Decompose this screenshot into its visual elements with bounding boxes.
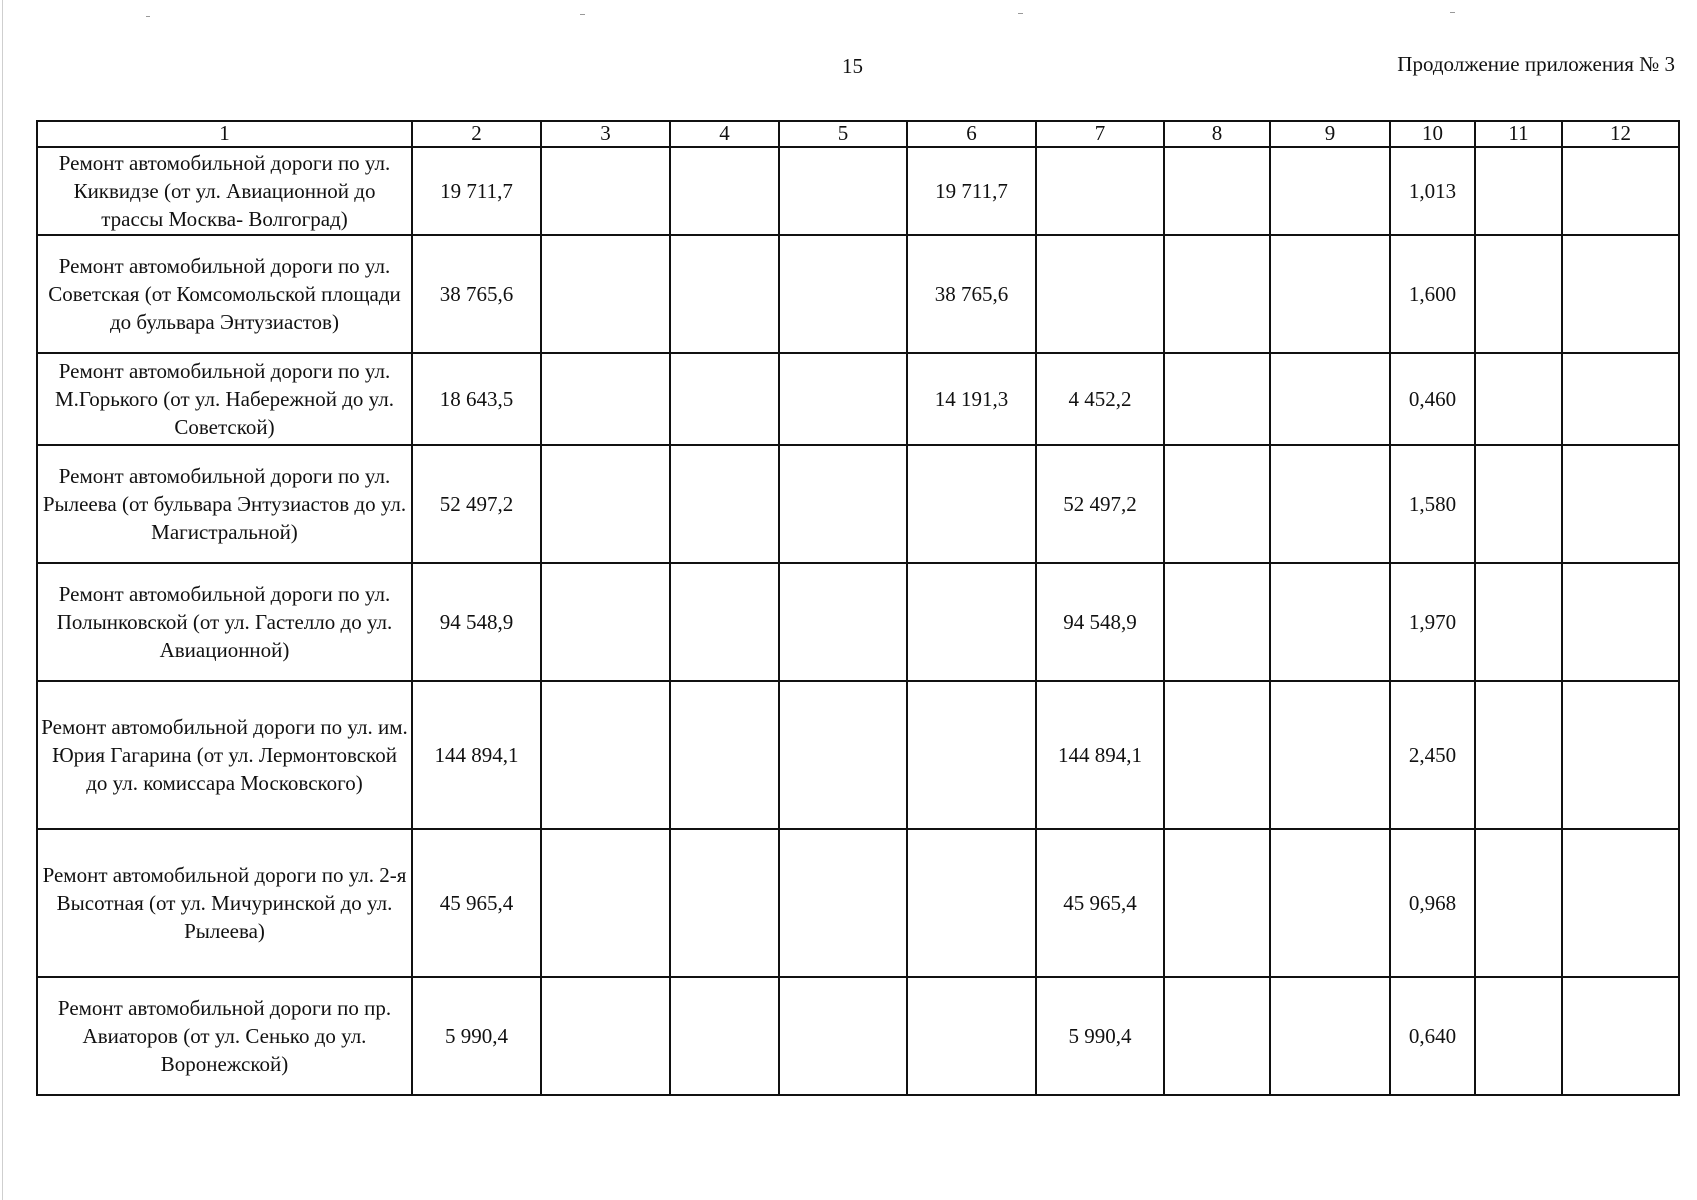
scan-speck: [146, 16, 150, 17]
cell-col3: [541, 563, 670, 681]
cell-col3: [541, 147, 670, 235]
scan-edge: [2, 0, 3, 1200]
column-header: 2: [412, 121, 541, 147]
column-header: 11: [1475, 121, 1562, 147]
cell-col11: [1475, 235, 1562, 353]
cell-col12: [1562, 681, 1679, 829]
column-header: 7: [1036, 121, 1164, 147]
cell-col3: [541, 681, 670, 829]
cell-col2: 38 765,6: [412, 235, 541, 353]
cell-col4: [670, 977, 779, 1095]
cell-col8: [1164, 353, 1270, 445]
table-row: [37, 563, 1679, 681]
cell-col10: 0,640: [1390, 977, 1475, 1095]
cell-col4: [670, 829, 779, 977]
cell-col2: 5 990,4: [412, 977, 541, 1095]
cell-col10: 1,013: [1390, 147, 1475, 235]
road-description: Ремонт автомобильной дороги по ул. Полынковской (от ул. Гастелло до ул. Авиационной): [37, 563, 412, 681]
cell-col5: [779, 235, 907, 353]
cell-col6: [907, 681, 1036, 829]
cell-col8: [1164, 445, 1270, 563]
cell-col4: [670, 235, 779, 353]
cell-col2: 18 643,5: [412, 353, 541, 445]
cell-col12: [1562, 235, 1679, 353]
cell-col9: [1270, 235, 1390, 353]
cell-col9: [1270, 563, 1390, 681]
cell-col7: 45 965,4: [1036, 829, 1164, 977]
cell-col11: [1475, 829, 1562, 977]
cell-col10: 2,450: [1390, 681, 1475, 829]
cell-col7: 144 894,1: [1036, 681, 1164, 829]
appendix-note: Продолжение приложения № 3: [1397, 52, 1675, 76]
cell-col5: [779, 353, 907, 445]
cell-col8: [1164, 563, 1270, 681]
cell-col9: [1270, 147, 1390, 235]
column-header: 10: [1390, 121, 1475, 147]
cell-col6: 19 711,7: [907, 147, 1036, 235]
cell-col8: [1164, 235, 1270, 353]
cell-col8: [1164, 977, 1270, 1095]
cell-col12: [1562, 977, 1679, 1095]
cell-col3: [541, 235, 670, 353]
cell-col9: [1270, 681, 1390, 829]
column-header: 4: [670, 121, 779, 147]
cell-col4: [670, 445, 779, 563]
data-table: [36, 120, 1680, 1096]
cell-col3: [541, 829, 670, 977]
cell-col6: 14 191,3: [907, 353, 1036, 445]
table-row: [37, 147, 1679, 235]
table-row: [37, 445, 1679, 563]
table-row: [37, 235, 1679, 353]
cell-col2: 94 548,9: [412, 563, 541, 681]
header-row: [37, 121, 1679, 147]
cell-col8: [1164, 829, 1270, 977]
cell-col4: [670, 681, 779, 829]
cell-col8: [1164, 147, 1270, 235]
cell-col3: [541, 445, 670, 563]
road-description: Ремонт автомобильной дороги по ул. М.Горького (от ул. Набережной до ул. Советской): [37, 353, 412, 445]
cell-col9: [1270, 829, 1390, 977]
cell-col7: [1036, 147, 1164, 235]
road-description: Ремонт автомобильной дороги по пр. Авиаторов (от ул. Сенько до ул. Воронежской): [37, 977, 412, 1095]
column-header: 5: [779, 121, 907, 147]
cell-col9: [1270, 445, 1390, 563]
cell-col12: [1562, 829, 1679, 977]
road-description: Ремонт автомобильной дороги по ул. им. Юрия Гагарина (от ул. Лермонтовской до ул. комиссара Московского): [37, 681, 412, 829]
cell-col6: [907, 829, 1036, 977]
cell-col4: [670, 563, 779, 681]
column-header: 3: [541, 121, 670, 147]
cell-col10: 0,968: [1390, 829, 1475, 977]
cell-col7: 94 548,9: [1036, 563, 1164, 681]
cell-col10: 1,970: [1390, 563, 1475, 681]
table-row: [37, 977, 1679, 1095]
cell-col6: [907, 445, 1036, 563]
cell-col7: [1036, 235, 1164, 353]
cell-col11: [1475, 681, 1562, 829]
cell-col9: [1270, 977, 1390, 1095]
cell-col7: 5 990,4: [1036, 977, 1164, 1095]
cell-col5: [779, 829, 907, 977]
cell-col4: [670, 353, 779, 445]
cell-col7: 4 452,2: [1036, 353, 1164, 445]
cell-col11: [1475, 147, 1562, 235]
cell-col4: [670, 147, 779, 235]
cell-col5: [779, 563, 907, 681]
column-header: 12: [1562, 121, 1679, 147]
cell-col12: [1562, 445, 1679, 563]
scan-speck: [580, 14, 585, 15]
cell-col10: 1,580: [1390, 445, 1475, 563]
road-description: Ремонт автомобильной дороги по ул. Рылеева (от бульвара Энтузиастов до ул. Магистральной): [37, 445, 412, 563]
cell-col11: [1475, 977, 1562, 1095]
table-row: [37, 353, 1679, 445]
table-row: [37, 829, 1679, 977]
cell-col11: [1475, 445, 1562, 563]
cell-col12: [1562, 147, 1679, 235]
cell-col11: [1475, 353, 1562, 445]
column-header: 8: [1164, 121, 1270, 147]
cell-col7: 52 497,2: [1036, 445, 1164, 563]
scan-speck: [1018, 13, 1023, 14]
road-description: Ремонт автомобильной дороги по ул. 2-я Высотная (от ул. Мичуринской до ул. Рылеева): [37, 829, 412, 977]
cell-col8: [1164, 681, 1270, 829]
road-description: Ремонт автомобильной дороги по ул. Советская (от Комсомольской площади до бульвара Энтузиастов): [37, 235, 412, 353]
road-description: Ремонт автомобильной дороги по ул. Киквидзе (от ул. Авиационной до трассы Москва- Волгоград): [37, 147, 412, 235]
cell-col12: [1562, 563, 1679, 681]
cell-col5: [779, 977, 907, 1095]
cell-col10: 0,460: [1390, 353, 1475, 445]
cell-col5: [779, 147, 907, 235]
cell-col2: 144 894,1: [412, 681, 541, 829]
table-row: [37, 681, 1679, 829]
cell-col6: [907, 977, 1036, 1095]
cell-col9: [1270, 353, 1390, 445]
cell-col2: 19 711,7: [412, 147, 541, 235]
cell-col6: 38 765,6: [907, 235, 1036, 353]
cell-col11: [1475, 563, 1562, 681]
cell-col6: [907, 563, 1036, 681]
cell-col2: 45 965,4: [412, 829, 541, 977]
cell-col5: [779, 445, 907, 563]
cell-col2: 52 497,2: [412, 445, 541, 563]
column-header: 9: [1270, 121, 1390, 147]
cell-col12: [1562, 353, 1679, 445]
page-number: 15: [842, 54, 863, 78]
column-header: 6: [907, 121, 1036, 147]
cell-col5: [779, 681, 907, 829]
cell-col3: [541, 353, 670, 445]
scan-speck: [1450, 12, 1455, 13]
column-header: 1: [37, 121, 412, 147]
cell-col10: 1,600: [1390, 235, 1475, 353]
cell-col3: [541, 977, 670, 1095]
